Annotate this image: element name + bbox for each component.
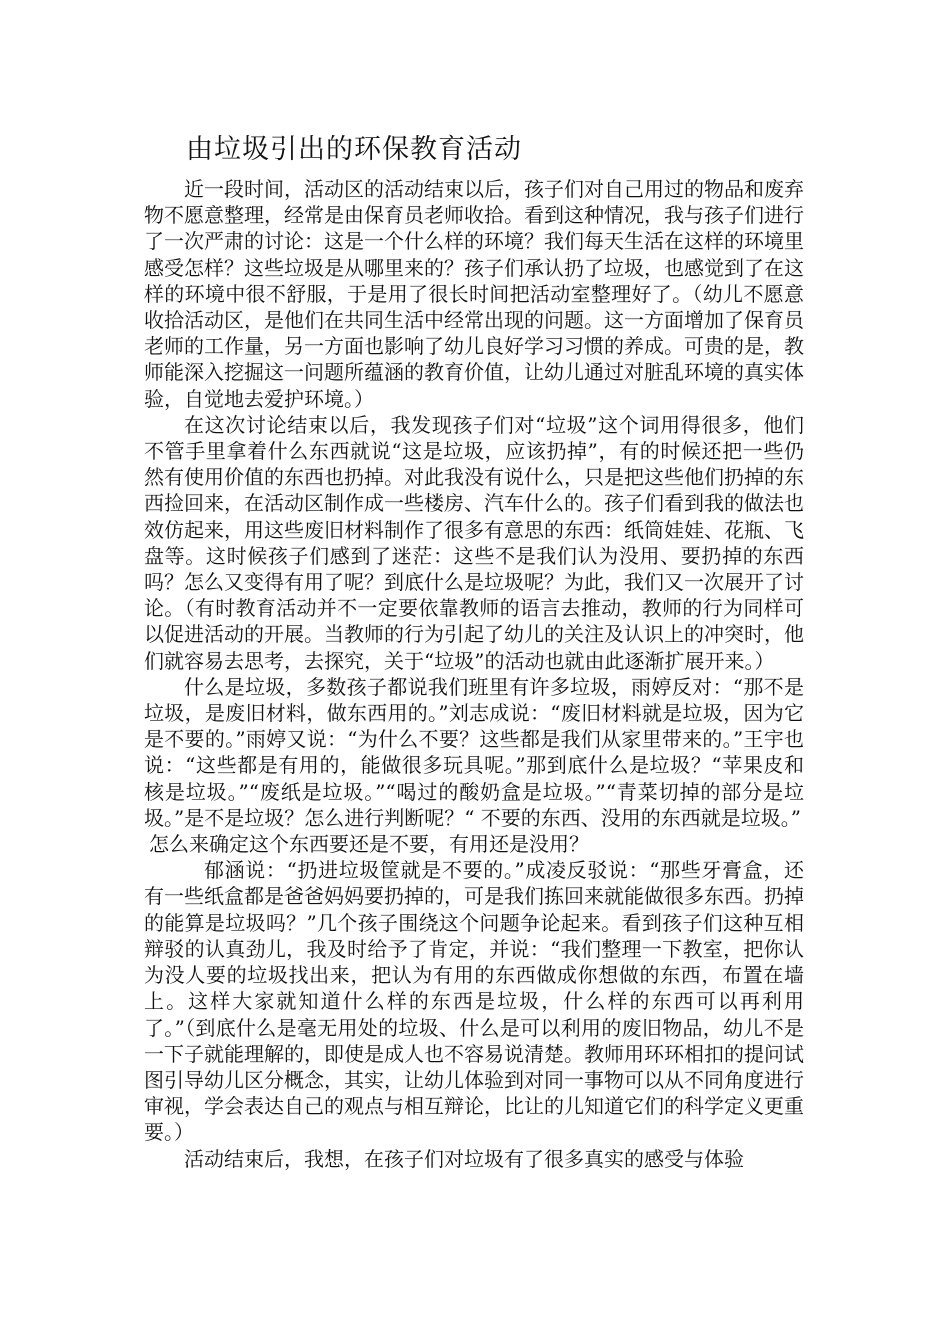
paragraph-1: 近一段时间，活动区的活动结束以后，孩子们对自己用过的物品和废弃物不愿意整理，经常是由保育员老师收拾。看到这种情况，我与孩子们进行了一次严肃的讨论：这是一个什么样的环境？我们每天生活在这样的环境里感受怎样？这些垃圾是从哪里来的？孩子们承认扔了垃圾，也感觉到了在这样的环境中很不舒服，于是用了很长时间把活动室整理好了。（幼儿不愿意收拾活动区，是他们在共同生活中经常出现的问题。这一方面增加了保育员老师的工作量，另一方面也影响了幼儿良好学习习惯的养成。可贵的是，教师能深入挖掘这一问题所蕴涵的教育价值，让幼儿通过对脏乱环境的真实体验，自觉地去爱护环境。） [144, 177, 804, 411]
document-body [144, 176, 804, 1172]
paragraph-5: 郁涵说：“扔进垃圾筐就是不要的。”成凌反驳说：“那些牙膏盒，还有一些纸盒都是爸爸妈妈要扔掉的，可是我们拣回来就能做很多东西。扔掉的能算是垃圾吗？”几个孩子围绕这个问题争论起来。看到孩子们这种互相辩驳的认真劲儿，我及时给予了肯定，并说：“我们整理一下教室，把你认为没人要的垃圾找出来，把认为有用的东西做成你想做的东西，布置在墙上。这样大家就知道什么样的东西是垃圾，什么样的东西可以再利用了。”（到底什么是毫无用处的垃圾、什么是可以利用的废旧物品，幼儿不是一下子就能理解的，即使是成人也不容易说清楚。教师用环环相扣的提问试图引导幼儿区分概念，其实，让幼儿体验到对同一事物可以从不同角度进行审视，学会表达自己的观点与相互辩论，比让的儿知道它们的科学定义更重要。） [144, 858, 804, 1145]
paragraph-4: 怎么来确定这个东西要还是不要，有用还是没用？ [149, 832, 589, 857]
paragraph-3: 什么是垃圾，多数孩子都说我们班里有许多垃圾，雨婷反对：“那不是垃圾，是废旧材料，做东西用的。”刘志成说：“废旧材料就是垃圾，因为它是不要的。”雨婷又说：“为什么不要？这些都是我们从家里带来的。”王宇也说：“这些都是有用的，能做很多玩具呢。”那到底什么是垃圾？“苹果皮和核是垃圾。”“废纸是垃圾。”“喝过的酸奶盒是垃圾。”“青菜切掉的部分是垃圾。”是不是垃圾？怎么进行判断呢？“ 不要的东西、没用的东西就是垃圾。” [144, 674, 804, 830]
paragraph-2: 在这次讨论结束以后，我发现孩子们对“垃圾”这个词用得很多，他们不管手里拿着什么东西就说“这是垃圾，应该扔掉”，有的时候还把一些仍然有使用价值的东西也扔掉。对此我没有说什么，只是把这些他们扔掉的东西捡回来，在活动区制作成一些楼房、汽车什么的。孩子们看到我的做法也效仿起来，用这些废旧材料制作了很多有意思的东西：纸筒娃娃、花瓶、飞盘等。这时候孩子们感到了迷茫：这些不是我们认为没用、要扔掉的东西吗？怎么又变得有用了呢？到底什么是垃圾呢？为此，我们又一次展开了讨论。（有时教育活动并不一定要依靠教师的语言去推动，教师的行为同样可以促进活动的开展。当教师的行为引起了幼儿的关注及认识上的冲突时，他们就容易去思考，去探究，关于“垃圾”的活动也就由此逐渐扩展开来。） [144, 412, 804, 673]
document-title: 由垃圾引出的环保教育活动 [186, 134, 522, 165]
paragraph-6: 活动结束后，我想，在孩子们对垃圾有了很多真实的感受与体验 [184, 1146, 744, 1171]
